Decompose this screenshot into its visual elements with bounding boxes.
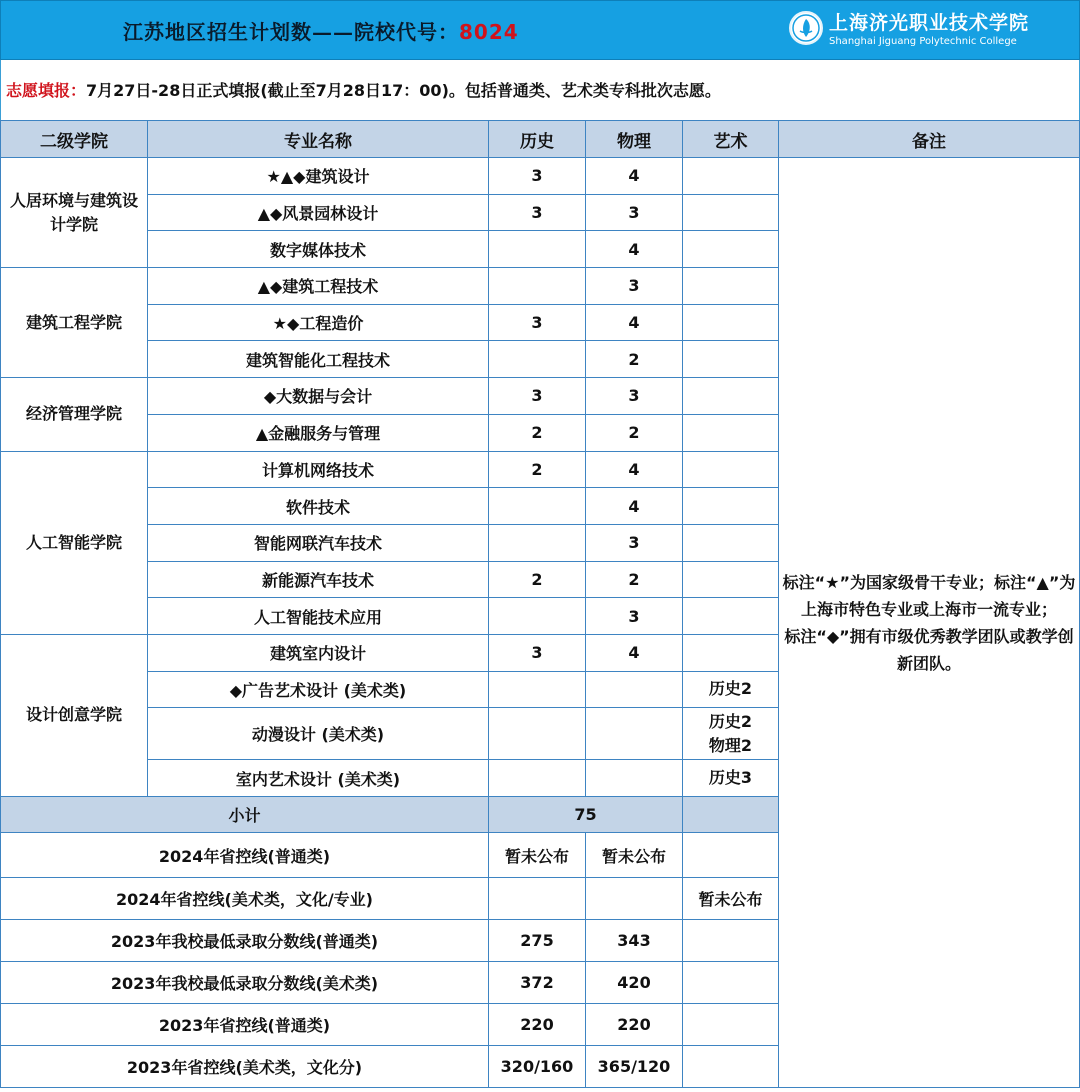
score-physics: 420	[586, 962, 683, 1004]
score-label: 2023年省控线(普通类)	[1, 1004, 489, 1046]
art-cell	[683, 524, 779, 561]
major-cell: 室内艺术设计 (美术类)	[148, 760, 489, 797]
history-cell: 2	[489, 561, 586, 598]
major-cell: ◆大数据与会计	[148, 378, 489, 415]
physics-cell: 2	[586, 341, 683, 378]
history-cell	[489, 671, 586, 708]
subtotal-label: 小计	[1, 797, 489, 833]
major-cell: 软件技术	[148, 488, 489, 525]
art-cell	[683, 268, 779, 305]
physics-cell: 3	[586, 194, 683, 231]
history-cell: 3	[489, 304, 586, 341]
history-cell	[489, 231, 586, 268]
score-label: 2024年省控线(美术类，文化/专业)	[1, 878, 489, 920]
major-cell: ★◆工程造价	[148, 304, 489, 341]
physics-cell: 3	[586, 378, 683, 415]
art-cell	[683, 158, 779, 195]
score-physics: 365/120	[586, 1046, 683, 1088]
physics-cell: 4	[586, 304, 683, 341]
college-cell: 建筑工程学院	[1, 268, 148, 378]
physics-cell: 3	[586, 598, 683, 635]
major-cell: 动漫设计 (美术类)	[148, 708, 489, 760]
score-label: 2023年我校最低录取分数线(美术类)	[1, 962, 489, 1004]
major-cell: 数字媒体技术	[148, 231, 489, 268]
physics-cell	[586, 708, 683, 760]
major-cell: 智能网联汽车技术	[148, 524, 489, 561]
enrollment-plan-table	[0, 120, 1080, 1088]
score-art	[683, 962, 779, 1004]
history-cell	[489, 524, 586, 561]
college-cell: 设计创意学院	[1, 634, 148, 796]
school-code: 8024	[459, 20, 519, 44]
major-cell: ▲金融服务与管理	[148, 414, 489, 451]
history-cell: 3	[489, 378, 586, 415]
column-header: 物理	[586, 121, 683, 158]
physics-cell	[586, 671, 683, 708]
history-cell: 3	[489, 194, 586, 231]
score-history: 220	[489, 1004, 586, 1046]
physics-cell: 4	[586, 634, 683, 671]
history-cell: 2	[489, 451, 586, 488]
physics-cell: 4	[586, 451, 683, 488]
page-title: 江苏地区招生计划数——院校代号：8024	[123, 20, 519, 44]
art-cell	[683, 378, 779, 415]
column-header: 备注	[779, 121, 1080, 158]
score-history	[489, 878, 586, 920]
physics-cell: 4	[586, 158, 683, 195]
college-cell: 人居环境与建筑设计学院	[1, 158, 148, 268]
column-header: 专业名称	[148, 121, 489, 158]
major-cell: ◆广告艺术设计 (美术类)	[148, 671, 489, 708]
score-history: 275	[489, 920, 586, 962]
art-cell	[683, 194, 779, 231]
score-art	[683, 833, 779, 878]
history-cell	[489, 760, 586, 797]
major-cell: 人工智能技术应用	[148, 598, 489, 635]
art-cell	[683, 231, 779, 268]
score-label: 2023年我校最低录取分数线(普通类)	[1, 920, 489, 962]
college-name	[829, 8, 1029, 47]
history-cell: 2	[489, 414, 586, 451]
score-physics: 220	[586, 1004, 683, 1046]
score-physics: 343	[586, 920, 683, 962]
physics-cell: 2	[586, 414, 683, 451]
college-cell: 经济管理学院	[1, 378, 148, 451]
history-cell	[489, 708, 586, 760]
remark-cell: 标注“★”为国家级骨干专业；标注“▲”为上海市特色专业或上海市一流专业； 标注“◆”拥有市级优秀教学团队或教学创新团队。	[779, 158, 1080, 1088]
score-art: 暂未公布	[683, 878, 779, 920]
college-name-cn: 上海济光职业技术学院	[829, 12, 1030, 34]
history-cell	[489, 488, 586, 525]
history-cell	[489, 341, 586, 378]
major-cell: ★▲◆建筑设计	[148, 158, 489, 195]
major-cell: 计算机网络技术	[148, 451, 489, 488]
major-cell: 新能源汽车技术	[148, 561, 489, 598]
score-art	[683, 1004, 779, 1046]
college-cell: 人工智能学院	[1, 451, 148, 634]
score-history: 372	[489, 962, 586, 1004]
table-row	[1, 158, 1080, 195]
subtotal-value: 75	[489, 797, 683, 833]
history-cell: 3	[489, 158, 586, 195]
art-cell	[683, 451, 779, 488]
column-header: 艺术	[683, 121, 779, 158]
history-cell	[489, 598, 586, 635]
notice-label: 志愿填报：	[6, 81, 87, 100]
subtotal-art	[683, 797, 779, 833]
score-history: 暂未公布	[489, 833, 586, 878]
table-header-row	[1, 121, 1080, 158]
score-label: 2023年省控线(美术类，文化分)	[1, 1046, 489, 1088]
art-cell	[683, 488, 779, 525]
art-cell: 历史3	[683, 760, 779, 797]
history-cell: 3	[489, 634, 586, 671]
physics-cell	[586, 760, 683, 797]
art-cell	[683, 561, 779, 598]
column-header: 二级学院	[1, 121, 148, 158]
physics-cell: 3	[586, 268, 683, 305]
notice-text: 7月27日-28日正式填报(截止至7月28日17：00)。包括普通类、艺术类专科批次志愿。	[86, 81, 721, 100]
major-cell: ▲◆建筑工程技术	[148, 268, 489, 305]
score-art	[683, 1046, 779, 1088]
major-cell: 建筑室内设计	[148, 634, 489, 671]
art-cell: 历史2	[683, 671, 779, 708]
score-history: 320/160	[489, 1046, 586, 1088]
art-cell	[683, 304, 779, 341]
art-cell	[683, 634, 779, 671]
college-emblem-icon	[789, 11, 823, 45]
major-cell: ▲◆风景园林设计	[148, 194, 489, 231]
history-cell	[489, 268, 586, 305]
score-art	[683, 920, 779, 962]
score-physics: 暂未公布	[586, 833, 683, 878]
art-cell	[683, 598, 779, 635]
physics-cell: 4	[586, 488, 683, 525]
art-cell: 历史2 物理2	[683, 708, 779, 760]
art-cell	[683, 341, 779, 378]
score-physics	[586, 878, 683, 920]
physics-cell: 4	[586, 231, 683, 268]
score-label: 2024年省控线(普通类)	[1, 833, 489, 878]
physics-cell: 2	[586, 561, 683, 598]
college-name-en: Shanghai Jiguang Polytechnic College	[829, 36, 1017, 47]
physics-cell: 3	[586, 524, 683, 561]
major-cell: 建筑智能化工程技术	[148, 341, 489, 378]
notice	[6, 78, 721, 101]
page-header	[0, 0, 1080, 60]
column-header: 历史	[489, 121, 586, 158]
art-cell	[683, 414, 779, 451]
